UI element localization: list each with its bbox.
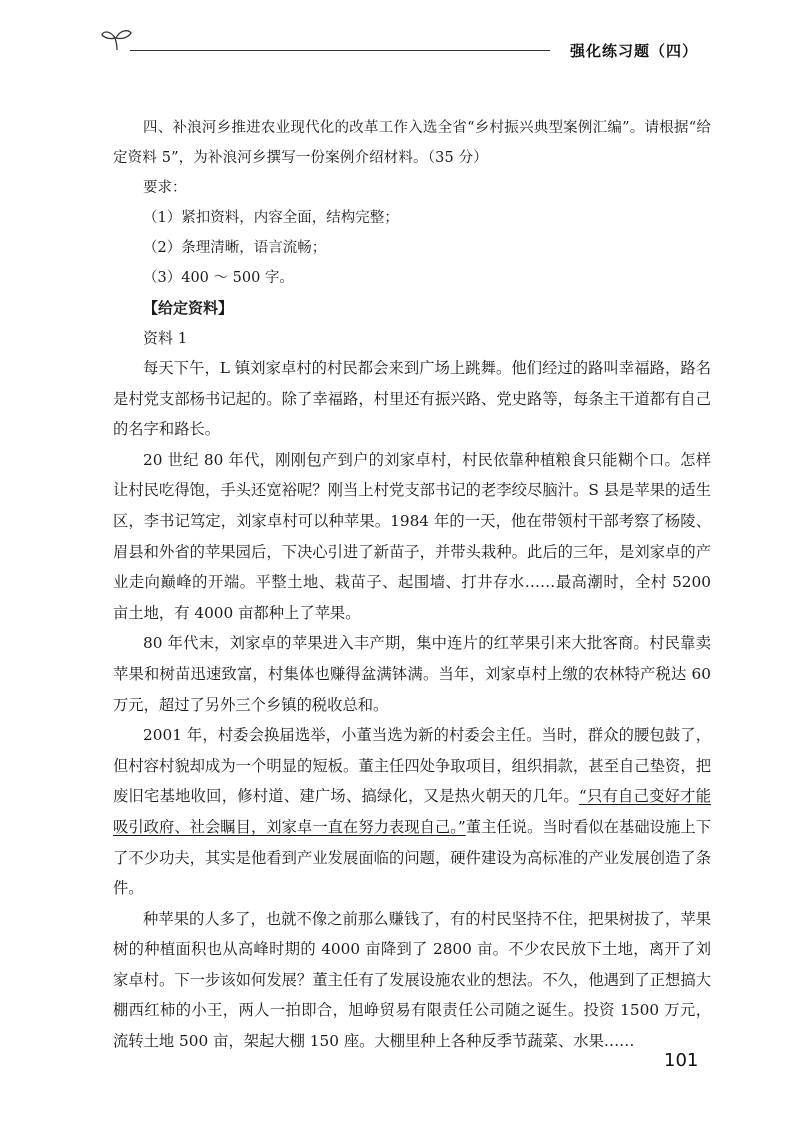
material-paragraph: 20 世纪 80 年代，刚刚包产到户的刘家卓村，村民依靠种植粮食只能糊个口。怎样让村民吃得饱，手头还宽裕呢？刚当上村党支部书记的老李绞尽脑汁。S 县是苹果的适生区，李书记笃定，刘家卓村可以种苹果。1984 年的一天，他在带领村干部考察了杨陵、眉县和外省的苹果园后，下决心引进了新苗子，并带头栽种。此后的三年，是刘家卓的产业走向巅峰的开端。平整土地、栽苗子、起围墙、打井存水……最高潮时，全村 5200 亩土地，有 4000 亩都种上了苹果。 <box>113 450 711 622</box>
paragraph-text: 2001 年，村委会换届选举，小董当选为新的村委会主任。当时，群众的腰包鼓了，但村容村貌却成为一个明显的短板。董主任四处争取项目，组织捐款，甚至自己垫资，把废旧宅基地收回，修村道、建广场、搞绿化，又是热火朝天的几年。 <box>113 726 711 806</box>
requirement-item: （2）条理清晰，语言流畅； <box>143 240 327 256</box>
header-rule <box>130 50 550 51</box>
material-paragraph: 每天下午，L 镇刘家卓村的村民都会来到广场上跳舞。他们经过的路叫幸福路，路名是村党支部杨书记起的。除了幸福路，村里还有振兴路、党史路等，每条主干道都有自己的名字和路长。 <box>113 359 711 439</box>
material-paragraph: 种苹果的人多了，也就不像之前那么赚钱了，有的村民坚持不住，把果树拔了，苹果树的种植面积也从高峰时期的 4000 亩降到了 2800 亩。不少农民放下土地，离开了刘家卓村。下一步该如何发展？董主任有了发展设施农业的想法。不久，他遇到了正想搞大棚西红柿的小王，两人一拍即合，旭峥贸易有限责任公司随之诞生。投资 1500 万元，流转土地 500 亩，架起大棚 150 座。大棚里种上各种反季节蔬菜、水果…… <box>113 909 711 1051</box>
section-title: 强化练习题（四） <box>570 42 699 60</box>
requirements-title: 要求： <box>143 180 187 196</box>
question-stem: 四、补浪河乡推进农业现代化的改革工作入选全省“乡村振兴典型案例汇编”。请根据“给定资料 5”，为补浪河乡撰写一份案例介绍材料。（35 分） <box>113 120 711 166</box>
underlined-quote: “只有自己变好才能吸引政府、社会瞩目，刘家卓一直在努力表现自己。” <box>113 787 711 836</box>
given-materials-heading: 【给定资料】 <box>143 299 234 317</box>
requirement-item: （3）400 ～ 500 字。 <box>143 270 294 286</box>
paragraph-text: 董主任说。当时看似在基础设施上下了不少功夫，其实是他看到产业发展面临的问题，硬件建设为高标准的产业发展创造了条件。 <box>113 817 711 898</box>
question-block <box>113 113 711 293</box>
material-paragraph: 80 年代末，刘家卓的苹果进入丰产期，集中连片的红苹果引来大批客商。村民靠卖苹果和树苗迅速致富，村集体也赚得盆满钵满。当年，刘家卓村上缴的农林特产税达 60 万元，超过了另外三个乡镇的税收总和。 <box>113 634 711 714</box>
requirement-item: （1）紧扣资料，内容全面，结构完整； <box>143 210 399 226</box>
page-content <box>113 113 711 1057</box>
material-paragraph <box>113 720 711 904</box>
page-header <box>0 0 800 70</box>
material-title: 资料 1 <box>143 329 188 347</box>
sprout-icon <box>100 26 134 52</box>
page-number: 101 <box>664 1050 699 1071</box>
